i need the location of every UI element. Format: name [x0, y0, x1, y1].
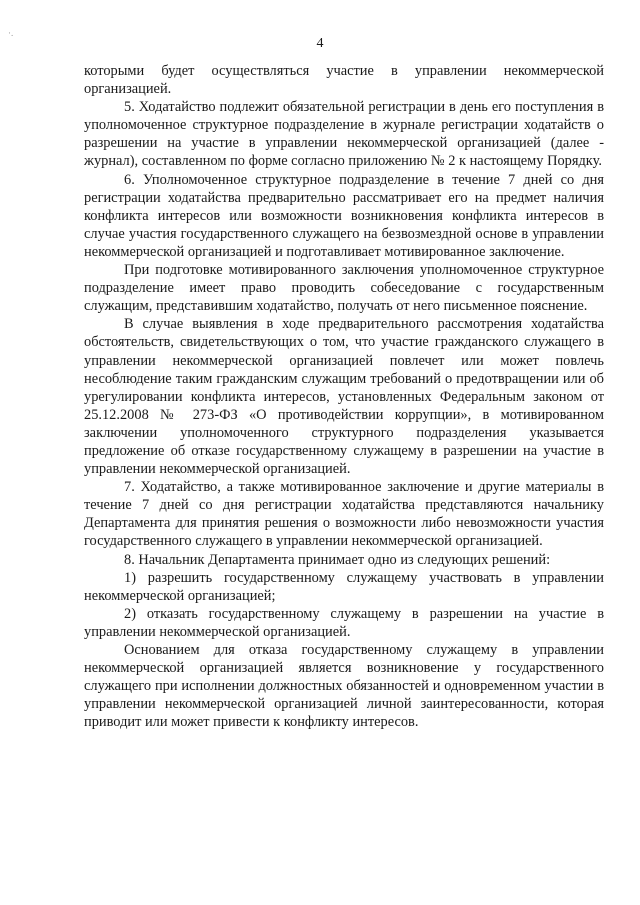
paragraph-item-5: 5. Ходатайство подлежит обязательной регистрации в день его поступления в уполномоченное структурное подразделение в журнале регистрации ходатайств о разрешении на участие в управлении некоммерческой организацией (далее - журнал), составленном по форме согласно приложению № 2 к настоящему Порядку.: [84, 99, 604, 170]
paragraph-item-8: 8. Начальник Департамента принимает одно из следующих решений:: [124, 551, 551, 568]
margin-mark: ·.: [8, 28, 14, 38]
document-body: [84, 62, 604, 731]
paragraph-interview: При подготовке мотивированного заключения уполномоченное структурное подразделение имеет право проводить собеседование с государственным служащим, представившим ходатайство, получать от него письменное пояснение.: [84, 262, 604, 315]
paragraph-item-6: 6. Уполномоченное структурное подразделение в течение 7 дней со дня регистрации ходатайства предварительно рассматривает его на предмет наличия конфликта интересов или возможности возникновения конфликта интересов в случае участия государственного служащего на безвозмездной основе в управлении некоммерческой организацией и подготавливает мотивированное заключение.: [84, 171, 604, 260]
paragraph-decision-1: 1) разрешить государственному служащему участвовать в управлении некоммерческой организацией;: [84, 569, 604, 604]
paragraph-refusal-basis: Основанием для отказа государственному служащему в управлении некоммерческой организацией является возникновение у государственного служащего при исполнении должностных обязанностей и одновременном участии в управлении некоммерческой организацией личной заинтересованности, которая приводит или может привести к конфликту интересов.: [84, 642, 604, 731]
page-number: 4: [316, 36, 324, 51]
paragraph-conflict-case: В случае выявления в ходе предварительного рассмотрения ходатайства обстоятельств, свидетельствующих о том, что участие гражданского служащего в управлении некоммерческой организацией повлечет или может повлечь несоблюдение таким гражданским служащим требований о предотвращении или об урегулировании конфликта интересов, установленных Федеральным законом от 25.12.2008 № 273-ФЗ «О противодействии коррупции», в мотивированном заключении уполномоченного структурного подразделения указывается предложение об отказе государственному служащему в разрешении на участие в управлении некоммерческой организацией.: [84, 316, 604, 478]
paragraph-decision-2: 2) отказать государственному служащему в разрешении на участие в управлении некоммерческой организацией.: [84, 605, 604, 640]
paragraph-item-7: 7. Ходатайство, а также мотивированное заключение и другие материалы в течение 7 дней со дня регистрации ходатайства представляются начальнику Департамента для принятия решения о возможности либо невозможности участия государственного служащего в управлении некоммерческой организацией.: [84, 479, 604, 550]
paragraph-continuation: которыми будет осуществляться участие в управлении некоммерческой организацией.: [84, 63, 604, 98]
